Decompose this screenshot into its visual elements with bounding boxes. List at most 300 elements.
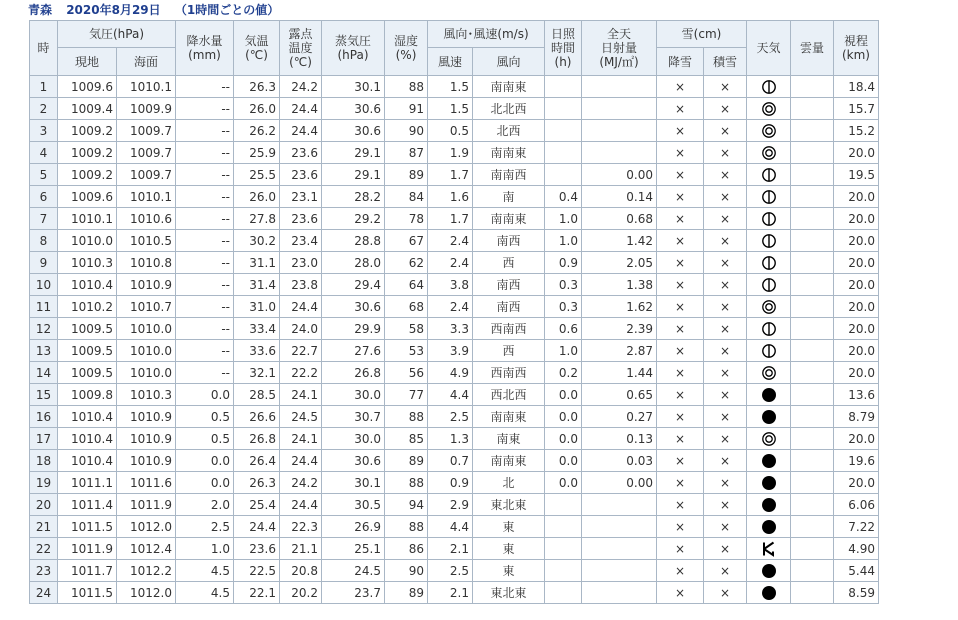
weather-rain-icon: [761, 409, 777, 425]
cell-snowdepth: ×: [704, 538, 747, 560]
col-cloud-header: 雲量: [791, 21, 834, 76]
cell-temperature: 26.0: [234, 98, 280, 120]
cell-snowdepth: ×: [704, 362, 747, 384]
cell-weather: [747, 274, 791, 296]
cell-radiation: 1.62: [582, 296, 657, 318]
cell-pressure-station: 1010.3: [58, 252, 117, 274]
cell-dew-point: 23.6: [280, 142, 322, 164]
cell-snowdepth: ×: [704, 208, 747, 230]
cell-hour: 24: [30, 582, 58, 604]
cell-pressure-station: 1011.1: [58, 472, 117, 494]
col-vapor-header: [322, 21, 385, 76]
cell-wind-speed: 0.9: [428, 472, 473, 494]
cell-humidity: 86: [385, 538, 428, 560]
cell-precipitation: 0.0: [176, 472, 234, 494]
cell-visibility: 8.59: [834, 582, 879, 604]
cell-wind-direction: 西: [473, 340, 545, 362]
cell-hour: 13: [30, 340, 58, 362]
cell-precipitation: 1.0: [176, 538, 234, 560]
cell-cloud: [791, 384, 834, 406]
cell-wind-speed: 3.9: [428, 340, 473, 362]
cell-visibility: 8.79: [834, 406, 879, 428]
cell-radiation: 2.39: [582, 318, 657, 340]
cell-sunshine: 1.0: [545, 208, 582, 230]
cell-wind-speed: 4.4: [428, 516, 473, 538]
cell-radiation: 0.27: [582, 406, 657, 428]
cell-radiation: 2.05: [582, 252, 657, 274]
table-row: [30, 406, 879, 428]
cell-vapor-pressure: 30.6: [322, 296, 385, 318]
cell-pressure-station: 1010.0: [58, 230, 117, 252]
table-row: [30, 208, 879, 230]
col-dew-header: [280, 21, 322, 76]
table-row: [30, 428, 879, 450]
cell-cloud: [791, 76, 834, 98]
cell-radiation: [582, 516, 657, 538]
cell-radiation: 1.38: [582, 274, 657, 296]
vis-unit: (km): [841, 48, 870, 62]
cell-sunshine: 0.4: [545, 186, 582, 208]
cell-wind-speed: 0.5: [428, 120, 473, 142]
cell-hour: 7: [30, 208, 58, 230]
col-snowfall-header: 降雪: [657, 48, 704, 76]
table-row: [30, 76, 879, 98]
cell-visibility: 15.7: [834, 98, 879, 120]
cell-cloud: [791, 428, 834, 450]
cell-vapor-pressure: 26.9: [322, 516, 385, 538]
cell-temperature: 27.8: [234, 208, 280, 230]
cell-precipitation: 4.5: [176, 582, 234, 604]
cell-pressure-sea: 1010.0: [117, 318, 176, 340]
cell-wind-speed: 2.9: [428, 494, 473, 516]
cell-wind-speed: 1.7: [428, 164, 473, 186]
cell-wind-direction: 南西: [473, 274, 545, 296]
weather-rain-icon: [761, 519, 777, 535]
cell-hour: 20: [30, 494, 58, 516]
cell-humidity: 88: [385, 472, 428, 494]
cell-weather: [747, 428, 791, 450]
sun-label-2: 時間: [550, 41, 575, 55]
cell-radiation: [582, 142, 657, 164]
table-row: [30, 186, 879, 208]
cell-humidity: 53: [385, 340, 428, 362]
cell-visibility: 20.0: [834, 362, 879, 384]
weather-cloudy-icon: [761, 365, 777, 381]
cell-weather: [747, 98, 791, 120]
cell-snowdepth: ×: [704, 384, 747, 406]
cell-pressure-sea: 1010.0: [117, 340, 176, 362]
cell-pressure-station: 1011.5: [58, 582, 117, 604]
cell-wind-speed: 1.9: [428, 142, 473, 164]
cell-temperature: 33.4: [234, 318, 280, 340]
cell-visibility: 15.2: [834, 120, 879, 142]
weather-cloudy-icon: [761, 431, 777, 447]
cell-dew-point: 24.4: [280, 494, 322, 516]
cell-dew-point: 23.6: [280, 164, 322, 186]
cell-temperature: 24.4: [234, 516, 280, 538]
temp-unit: (℃): [245, 48, 268, 62]
table-row: [30, 318, 879, 340]
cell-weather: [747, 252, 791, 274]
cell-radiation: [582, 120, 657, 142]
cell-temperature: 31.0: [234, 296, 280, 318]
cell-dew-point: 22.2: [280, 362, 322, 384]
cell-wind-speed: 4.9: [428, 362, 473, 384]
cell-pressure-sea: 1010.9: [117, 406, 176, 428]
cell-pressure-sea: 1012.2: [117, 560, 176, 582]
cell-visibility: 20.0: [834, 340, 879, 362]
table-row: [30, 582, 879, 604]
cell-visibility: 13.6: [834, 384, 879, 406]
table-row: [30, 472, 879, 494]
cell-sunshine: [545, 560, 582, 582]
cell-humidity: 88: [385, 406, 428, 428]
cell-wind-direction: 東北東: [473, 494, 545, 516]
interval-note: （1時間ごとの値）: [174, 3, 280, 17]
cell-sunshine: [545, 76, 582, 98]
cell-wind-direction: 南南西: [473, 164, 545, 186]
cell-dew-point: 24.1: [280, 428, 322, 450]
cell-radiation: 0.13: [582, 428, 657, 450]
cell-snowfall: ×: [657, 186, 704, 208]
table-body: [30, 76, 879, 604]
cell-temperature: 28.5: [234, 384, 280, 406]
cell-wind-direction: 南西: [473, 230, 545, 252]
cell-wind-direction: 北北西: [473, 98, 545, 120]
table-row: [30, 252, 879, 274]
cell-cloud: [791, 98, 834, 120]
cell-hour: 17: [30, 428, 58, 450]
cell-vapor-pressure: 23.7: [322, 582, 385, 604]
cell-dew-point: 24.2: [280, 472, 322, 494]
table-row: [30, 274, 879, 296]
cell-humidity: 68: [385, 296, 428, 318]
cell-cloud: [791, 516, 834, 538]
cell-pressure-station: 1011.9: [58, 538, 117, 560]
cell-sunshine: 1.0: [545, 340, 582, 362]
cell-pressure-station: 1010.4: [58, 428, 117, 450]
cell-visibility: 19.5: [834, 164, 879, 186]
weather-rain-icon: [761, 475, 777, 491]
cell-humidity: 85: [385, 428, 428, 450]
cell-weather: [747, 296, 791, 318]
cell-temperature: 31.1: [234, 252, 280, 274]
cell-snowdepth: ×: [704, 186, 747, 208]
cell-cloud: [791, 252, 834, 274]
cell-snowdepth: ×: [704, 450, 747, 472]
weather-cloudy-icon: [761, 299, 777, 315]
vapor-label: 蒸気圧: [334, 34, 371, 48]
cell-snowdepth: ×: [704, 516, 747, 538]
cell-pressure-sea: 1010.6: [117, 208, 176, 230]
cell-temperature: 26.3: [234, 76, 280, 98]
cell-cloud: [791, 340, 834, 362]
cell-weather: [747, 472, 791, 494]
cell-hour: 16: [30, 406, 58, 428]
cell-weather: [747, 384, 791, 406]
cell-dew-point: 23.0: [280, 252, 322, 274]
cell-precipitation: --: [176, 142, 234, 164]
cell-vapor-pressure: 25.1: [322, 538, 385, 560]
cell-sunshine: [545, 516, 582, 538]
cell-snowdepth: ×: [704, 164, 747, 186]
cell-sunshine: 1.0: [545, 230, 582, 252]
col-pressure-sea-header: 海面: [117, 48, 176, 76]
cell-hour: 8: [30, 230, 58, 252]
cell-pressure-sea: 1009.7: [117, 120, 176, 142]
cell-vapor-pressure: 26.8: [322, 362, 385, 384]
cell-visibility: 20.0: [834, 208, 879, 230]
cell-dew-point: 24.5: [280, 406, 322, 428]
col-precip-header: [176, 21, 234, 76]
cell-precipitation: --: [176, 362, 234, 384]
cell-wind-speed: 1.3: [428, 428, 473, 450]
weather-clear-icon: [761, 167, 777, 183]
cell-precipitation: 0.0: [176, 384, 234, 406]
station-name: 青森: [28, 3, 53, 17]
cell-hour: 21: [30, 516, 58, 538]
table-row: [30, 296, 879, 318]
cell-precipitation: 4.5: [176, 560, 234, 582]
cell-hour: 9: [30, 252, 58, 274]
cell-cloud: [791, 582, 834, 604]
cell-hour: 3: [30, 120, 58, 142]
table-row: [30, 560, 879, 582]
col-humidity-header: [385, 21, 428, 76]
cell-humidity: 62: [385, 252, 428, 274]
dew-unit: (℃): [289, 55, 312, 69]
cell-pressure-sea: 1010.1: [117, 186, 176, 208]
cell-dew-point: 23.1: [280, 186, 322, 208]
cell-pressure-station: 1009.2: [58, 142, 117, 164]
col-wind-speed-header: 風速: [428, 48, 473, 76]
cell-snowfall: ×: [657, 472, 704, 494]
weather-rain-icon: [761, 585, 777, 601]
cell-hour: 12: [30, 318, 58, 340]
cell-visibility: 5.44: [834, 560, 879, 582]
cell-vapor-pressure: 29.4: [322, 274, 385, 296]
cell-snowdepth: ×: [704, 494, 747, 516]
cell-wind-direction: 南東: [473, 428, 545, 450]
cell-visibility: 20.0: [834, 428, 879, 450]
cell-temperature: 25.5: [234, 164, 280, 186]
cell-wind-direction: 西南西: [473, 362, 545, 384]
cell-dew-point: 23.6: [280, 208, 322, 230]
table-row: [30, 538, 879, 560]
vapor-unit: (hPa): [337, 48, 369, 62]
cell-dew-point: 24.4: [280, 296, 322, 318]
cell-hour: 1: [30, 76, 58, 98]
cell-snowdepth: ×: [704, 472, 747, 494]
cell-pressure-sea: 1011.9: [117, 494, 176, 516]
cell-weather: [747, 164, 791, 186]
table-row: [30, 340, 879, 362]
cell-precipitation: 0.5: [176, 428, 234, 450]
cell-vapor-pressure: 29.9: [322, 318, 385, 340]
cell-pressure-sea: 1010.3: [117, 384, 176, 406]
cell-visibility: 20.0: [834, 252, 879, 274]
cell-dew-point: 24.0: [280, 318, 322, 340]
cell-cloud: [791, 230, 834, 252]
table-row: [30, 142, 879, 164]
cell-dew-point: 22.3: [280, 516, 322, 538]
cell-weather: [747, 142, 791, 164]
weather-clear-icon: [761, 255, 777, 271]
weather-cloudy-icon: [761, 145, 777, 161]
cell-wind-direction: 南南東: [473, 450, 545, 472]
col-snow-header: 雪(cm): [657, 21, 747, 48]
cell-temperature: 33.6: [234, 340, 280, 362]
cell-vapor-pressure: 24.5: [322, 560, 385, 582]
cell-temperature: 26.4: [234, 450, 280, 472]
cell-hour: 10: [30, 274, 58, 296]
cell-pressure-station: 1009.2: [58, 164, 117, 186]
cell-snowdepth: ×: [704, 252, 747, 274]
cell-weather: [747, 76, 791, 98]
cell-pressure-station: 1009.8: [58, 384, 117, 406]
cell-pressure-station: 1010.4: [58, 406, 117, 428]
cell-sunshine: 0.0: [545, 450, 582, 472]
cell-visibility: 20.0: [834, 472, 879, 494]
cell-cloud: [791, 538, 834, 560]
cell-pressure-station: 1011.4: [58, 494, 117, 516]
cell-cloud: [791, 318, 834, 340]
cell-precipitation: --: [176, 164, 234, 186]
cell-snowfall: ×: [657, 274, 704, 296]
cell-wind-speed: 2.1: [428, 538, 473, 560]
cell-snowfall: ×: [657, 516, 704, 538]
cell-snowdepth: ×: [704, 340, 747, 362]
cell-humidity: 89: [385, 164, 428, 186]
cell-precipitation: 0.5: [176, 406, 234, 428]
weather-clear-icon: [761, 233, 777, 249]
cell-snowfall: ×: [657, 428, 704, 450]
cell-dew-point: 24.4: [280, 120, 322, 142]
dew-label-2: 温度: [288, 41, 313, 55]
weather-rain-icon: [761, 453, 777, 469]
table-row: [30, 362, 879, 384]
cell-weather: [747, 362, 791, 384]
cell-temperature: 26.0: [234, 186, 280, 208]
cell-snowfall: ×: [657, 318, 704, 340]
cell-pressure-station: 1010.4: [58, 274, 117, 296]
weather-rain-icon: [761, 497, 777, 513]
col-snowdepth-header: 積雪: [704, 48, 747, 76]
cell-vapor-pressure: 30.6: [322, 98, 385, 120]
cell-dew-point: 23.4: [280, 230, 322, 252]
cell-radiation: [582, 538, 657, 560]
cell-cloud: [791, 164, 834, 186]
weather-clear-icon: [761, 189, 777, 205]
cell-precipitation: --: [176, 340, 234, 362]
cell-pressure-station: 1009.2: [58, 120, 117, 142]
cell-snowfall: ×: [657, 582, 704, 604]
humidity-label: 湿度: [393, 34, 418, 48]
cell-dew-point: 20.8: [280, 560, 322, 582]
cell-pressure-station: 1011.7: [58, 560, 117, 582]
cell-precipitation: --: [176, 252, 234, 274]
cell-temperature: 26.8: [234, 428, 280, 450]
cell-snowdepth: ×: [704, 296, 747, 318]
cell-snowdepth: ×: [704, 406, 747, 428]
cell-pressure-sea: 1010.5: [117, 230, 176, 252]
cell-pressure-station: 1009.5: [58, 340, 117, 362]
cell-temperature: 22.5: [234, 560, 280, 582]
table-row: [30, 230, 879, 252]
cell-pressure-sea: 1012.0: [117, 582, 176, 604]
cell-pressure-station: 1009.6: [58, 76, 117, 98]
cell-hour: 14: [30, 362, 58, 384]
cell-humidity: 67: [385, 230, 428, 252]
cell-humidity: 87: [385, 142, 428, 164]
cell-wind-direction: 西北西: [473, 384, 545, 406]
dew-label-1: 露点: [288, 27, 313, 41]
cell-pressure-station: 1010.1: [58, 208, 117, 230]
cell-pressure-sea: 1010.1: [117, 76, 176, 98]
cell-visibility: 4.90: [834, 538, 879, 560]
cell-vapor-pressure: 29.1: [322, 142, 385, 164]
cell-vapor-pressure: 29.1: [322, 164, 385, 186]
col-pressure-header: 気圧(hPa): [58, 21, 176, 48]
cell-sunshine: 0.9: [545, 252, 582, 274]
cell-radiation: 2.87: [582, 340, 657, 362]
cell-wind-direction: 南: [473, 186, 545, 208]
weather-clear-icon: [761, 211, 777, 227]
col-wind-direction-header: 風向: [473, 48, 545, 76]
col-weather-header: 天気: [747, 21, 791, 76]
cell-humidity: 88: [385, 76, 428, 98]
cell-wind-speed: 1.5: [428, 98, 473, 120]
cell-precipitation: --: [176, 208, 234, 230]
precip-unit: (mm): [188, 48, 221, 62]
cell-pressure-sea: 1009.7: [117, 142, 176, 164]
cell-precipitation: 2.0: [176, 494, 234, 516]
cell-vapor-pressure: 28.0: [322, 252, 385, 274]
cell-vapor-pressure: 30.0: [322, 384, 385, 406]
weather-cloudy-icon: [761, 123, 777, 139]
cell-radiation: 0.68: [582, 208, 657, 230]
weather-clear-icon: [761, 321, 777, 337]
cell-dew-point: 24.4: [280, 450, 322, 472]
cell-pressure-sea: 1010.0: [117, 362, 176, 384]
cell-precipitation: --: [176, 186, 234, 208]
cell-snowfall: ×: [657, 142, 704, 164]
cell-cloud: [791, 362, 834, 384]
cell-pressure-station: 1010.4: [58, 450, 117, 472]
cell-weather: [747, 406, 791, 428]
cell-snowdepth: ×: [704, 428, 747, 450]
cell-sunshine: [545, 120, 582, 142]
cell-vapor-pressure: 30.6: [322, 450, 385, 472]
cell-radiation: 1.42: [582, 230, 657, 252]
cell-weather: [747, 450, 791, 472]
cell-sunshine: 0.3: [545, 274, 582, 296]
cell-precipitation: --: [176, 296, 234, 318]
sun-unit: (h): [554, 55, 572, 69]
cell-wind-speed: 2.5: [428, 560, 473, 582]
cell-radiation: 0.00: [582, 472, 657, 494]
cell-sunshine: 0.3: [545, 296, 582, 318]
cell-wind-direction: 東北東: [473, 582, 545, 604]
cell-vapor-pressure: 30.6: [322, 120, 385, 142]
cell-snowfall: ×: [657, 362, 704, 384]
cell-sunshine: 0.2: [545, 362, 582, 384]
cell-snowfall: ×: [657, 230, 704, 252]
cell-wind-speed: 1.6: [428, 186, 473, 208]
cell-wind-direction: 南南東: [473, 142, 545, 164]
cell-sunshine: [545, 98, 582, 120]
cell-dew-point: 23.8: [280, 274, 322, 296]
